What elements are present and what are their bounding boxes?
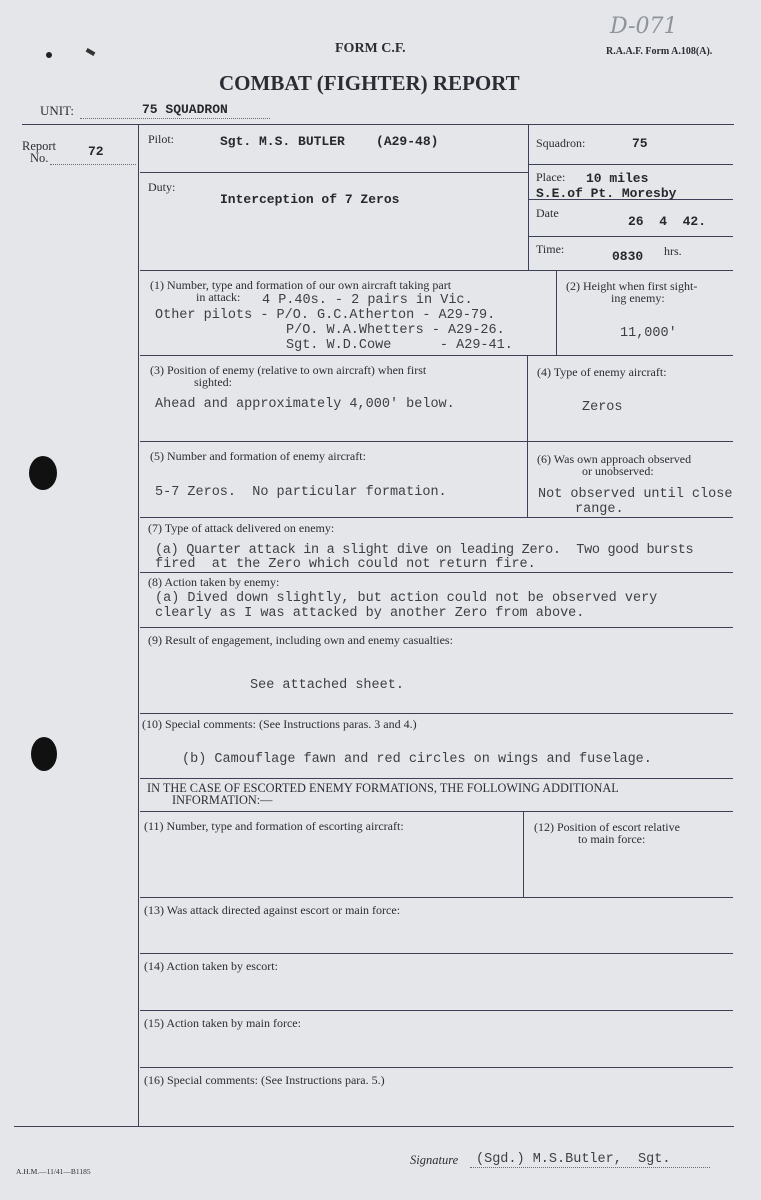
time-label: Time: <box>536 242 565 256</box>
rule-q9 <box>140 713 733 714</box>
time-value: 0830 <box>612 249 644 264</box>
handwritten-reference: D-071 <box>610 14 678 39</box>
date-label: Date <box>536 206 559 220</box>
report-number: 72 <box>88 144 104 159</box>
rule-pilot <box>140 172 528 173</box>
signature-dotted-line <box>470 1167 710 1168</box>
rule-left-column <box>138 124 139 1126</box>
q7-label: (7) Type of attack delivered on enemy: <box>148 521 335 535</box>
q15-label: (15) Action taken by main force: <box>144 1016 301 1030</box>
q5-label: (5) Number and formation of enemy aircraft: <box>150 449 366 463</box>
rule-q3 <box>140 441 733 442</box>
q6-label-1: (6) Was own approach observed <box>537 452 692 466</box>
pilot-value: Sgt. M.S. BUTLER (A29-48) <box>220 134 439 149</box>
rule-q7 <box>140 572 733 573</box>
q12-label-1: (12) Position of escort relative <box>534 820 680 834</box>
q13-label: (13) Was attack directed against escort or main force: <box>144 903 401 917</box>
q10-label: (10) Special comments: (See Instructions paras. 3 and 4.) <box>142 717 417 731</box>
rule-top <box>22 124 734 125</box>
rule-q8 <box>140 627 733 628</box>
report-no-label: No. <box>30 151 49 165</box>
report-no-dotted-line <box>50 164 136 165</box>
escort-heading-line-2: INFORMATION:— <box>172 793 273 807</box>
q8-line-1: (a) Dived down slightly, but action could not be observed very <box>155 591 658 606</box>
q6-line-1: Not observed until close <box>538 487 733 502</box>
ink-mark <box>46 52 52 58</box>
report-label: Report <box>22 139 57 153</box>
unit-value: 75 SQUADRON <box>142 102 228 117</box>
rule-right-column-a <box>528 124 529 270</box>
ink-mark-small <box>86 48 96 56</box>
rule-q11 <box>140 897 733 898</box>
q16-label: (16) Special comments: (See Instructions para. 5.) <box>144 1073 385 1087</box>
q8-label: (8) Action taken by enemy: <box>148 575 280 589</box>
unit-dotted-line <box>80 118 270 119</box>
form-name: FORM C.F. <box>335 41 406 56</box>
pilot-label: Pilot: <box>148 132 175 146</box>
place-value-line2: S.E.of Pt. Moresby <box>536 186 677 201</box>
q3-value: Ahead and approximately 4,000' below. <box>155 397 455 412</box>
rule-squadron <box>528 164 733 165</box>
q12-label-2: to main force: <box>578 832 646 846</box>
rule-escort-heading <box>140 811 733 812</box>
q6-line-2: range. <box>575 502 624 517</box>
q2-label-1: (2) Height when first sight- <box>566 279 698 293</box>
q2-label-2: ing enemy: <box>611 291 665 305</box>
q9-label: (9) Result of engagement, including own and enemy casualties: <box>148 633 453 647</box>
q11-label: (11) Number, type and formation of escorting aircraft: <box>144 819 404 833</box>
signature-value: (Sgd.) M.S.Butler, Sgt. <box>476 1152 671 1167</box>
q1-line-3: P/O. W.A.Whetters - A29-26. <box>286 323 505 338</box>
q1-label-2: in attack: <box>196 290 241 304</box>
rule-q13 <box>140 953 733 954</box>
q3-label-2: sighted: <box>194 375 232 389</box>
raaf-form-number: R.A.A.F. Form A.108(A). <box>606 46 713 57</box>
time-suffix: hrs. <box>664 244 682 258</box>
print-reference: A.H.M.—11/41—B1185 <box>16 1167 91 1176</box>
unit-label: UNIT: <box>40 103 75 118</box>
q4-value: Zeros <box>582 400 623 415</box>
rule-bottom <box>14 1126 734 1127</box>
rule-q11-q12 <box>523 811 524 898</box>
place-value-line1: 10 miles <box>586 171 649 186</box>
rule-date <box>528 236 733 237</box>
q9-value: See attached sheet. <box>250 678 404 693</box>
q1-line-1: 4 P.40s. - 2 pairs in Vic. <box>262 293 473 308</box>
q2-value: 11,000' <box>620 326 677 341</box>
q1-line-2: Other pilots - P/O. G.C.Atherton - A29-79. <box>155 308 496 323</box>
q8-line-2: clearly as I was attacked by another Zero from above. <box>155 606 585 621</box>
rule-q10 <box>140 778 733 779</box>
q4-label: (4) Type of enemy aircraft: <box>537 365 667 379</box>
q7-line-2: fired at the Zero which could not return fire. <box>155 557 536 572</box>
squadron-value: 75 <box>632 136 648 151</box>
punch-hole-top <box>29 456 57 490</box>
escort-heading-line-1: IN THE CASE OF ESCORTED ENEMY FORMATIONS, THE FOLLOWING ADDITIONAL <box>147 781 619 795</box>
signature-label: Signature <box>410 1153 459 1167</box>
date-value: 26 4 42. <box>628 214 707 229</box>
rule-q14 <box>140 1010 733 1011</box>
q14-label: (14) Action taken by escort: <box>144 959 278 973</box>
q1-line-4: Sgt. W.D.Cowe - A29-41. <box>286 338 513 353</box>
rule-time <box>140 270 733 271</box>
q5-value: 5-7 Zeros. No particular formation. <box>155 485 447 500</box>
report-title: COMBAT (FIGHTER) REPORT <box>219 71 520 95</box>
place-label: Place: <box>536 170 566 184</box>
q6-label-2: or unobserved: <box>582 464 654 478</box>
duty-label: Duty: <box>148 180 176 194</box>
punch-hole-bottom <box>31 737 57 771</box>
q7-line-1: (a) Quarter attack in a slight dive on leading Zero. Two good bursts <box>155 543 694 558</box>
rule-q15 <box>140 1067 733 1068</box>
q1-label-1: (1) Number, type and formation of our own aircraft taking part <box>150 278 452 292</box>
rule-q1-q2 <box>556 270 557 356</box>
rule-q3-q4 <box>527 355 528 517</box>
q10-value: (b) Camouflage fawn and red circles on wings and fuselage. <box>182 752 652 767</box>
duty-value: Interception of 7 Zeros <box>220 192 400 207</box>
rule-q1 <box>140 355 733 356</box>
rule-q5 <box>140 517 733 518</box>
squadron-label: Squadron: <box>536 136 586 150</box>
q3-label-1: (3) Position of enemy (relative to own aircraft) when first <box>150 363 427 377</box>
